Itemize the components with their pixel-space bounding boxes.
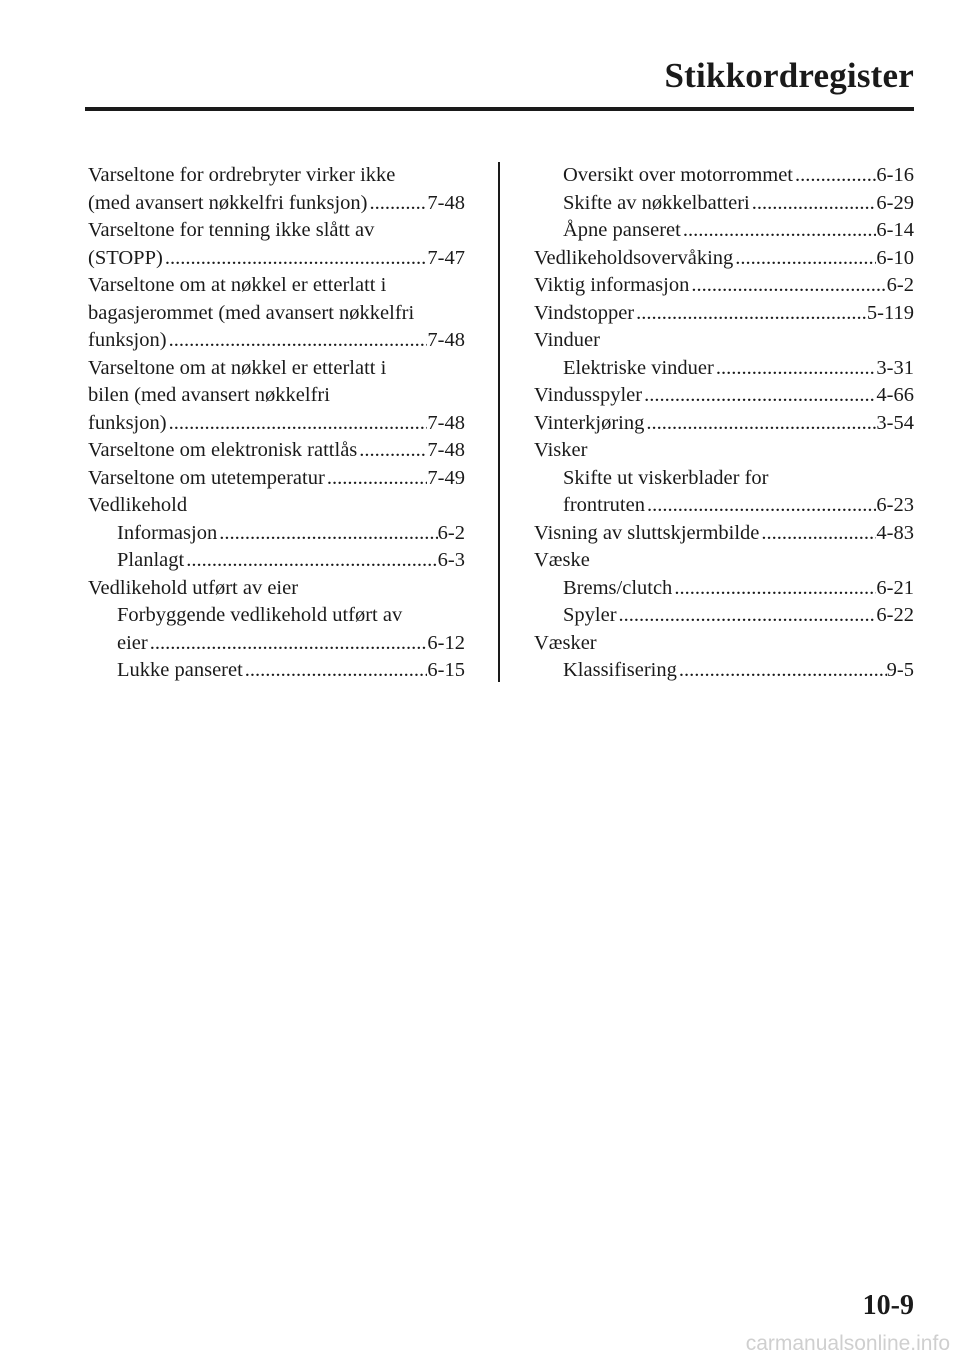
dot-leader <box>677 657 887 685</box>
index-entry <box>534 300 914 328</box>
index-column-left <box>88 162 465 685</box>
dot-leader <box>243 657 428 685</box>
dot-leader <box>325 465 428 493</box>
dot-leader <box>714 355 877 383</box>
index-entry-term: Visning av sluttskjermbilde <box>534 521 760 544</box>
dot-leader <box>689 272 886 300</box>
index-entry-term: Elektriske vinduer <box>563 356 714 379</box>
index-entry-page: 6-21 <box>876 576 914 599</box>
dot-leader <box>368 190 428 218</box>
index-entry-page: 5-119 <box>866 301 914 324</box>
index-heading-line: Skifte ut viskerblader for <box>563 466 769 489</box>
index-entry <box>534 245 914 273</box>
dot-leader <box>163 245 428 273</box>
dot-leader <box>759 520 876 548</box>
index-entry <box>534 575 914 603</box>
index-entry-page: 6-16 <box>876 164 914 186</box>
index-entry <box>534 382 914 410</box>
index-heading-line: Væsker <box>534 631 597 654</box>
index-entry <box>534 190 914 218</box>
index-entry <box>88 410 465 438</box>
column-divider <box>498 162 500 682</box>
dot-leader <box>793 162 876 190</box>
index-heading-line: bagasjerommet (med avansert nøkkelfri <box>88 301 415 324</box>
index-entry-term: eier <box>117 631 148 654</box>
index-entry <box>534 492 914 520</box>
index-entry-page: 7-47 <box>427 246 465 269</box>
header-rule <box>85 107 914 111</box>
dot-leader <box>733 245 876 273</box>
index-entry-term: Planlagt <box>117 549 185 571</box>
index-entry-term: Brems/clutch <box>563 576 673 599</box>
index-entry-page: 3-31 <box>876 356 914 379</box>
dot-leader <box>750 190 877 218</box>
index-entry <box>88 547 465 575</box>
index-entry <box>88 245 465 273</box>
index-entry <box>534 657 914 685</box>
index-heading-line: Varseltone for tenning ikke slått av <box>88 219 375 241</box>
index-entry-term: Informasjon <box>117 521 218 544</box>
index-entry-term: funksjon) <box>88 329 167 351</box>
index-entry-term: Viktig informasjon <box>534 274 690 296</box>
index-entry-page: 6-23 <box>876 494 914 516</box>
index-entry <box>534 217 914 245</box>
index-entry <box>534 272 914 300</box>
index-heading-line: Vedlikehold <box>88 494 188 516</box>
index-entry-page: 4-66 <box>876 384 914 406</box>
index-entry-term: Lukke panseret <box>117 659 243 681</box>
index-entry-term: Åpne panseret <box>563 219 681 241</box>
page-number: 10-9 <box>862 1290 914 1321</box>
index-entry-term: Vinterkjøring <box>534 411 645 434</box>
watermark: carmanualsonline.info <box>745 1332 950 1355</box>
index-entry-term: Varseltone om elektronisk rattlås <box>88 439 358 461</box>
dot-leader <box>167 410 428 438</box>
index-entry-term: Spyler <box>563 604 617 626</box>
index-heading-line: Visker <box>534 439 588 461</box>
index-entry-term: Varseltone om utetemperatur <box>88 466 325 489</box>
index-heading-line: Varseltone for ordrebryter virker ikke <box>88 164 396 186</box>
dot-leader <box>645 492 876 520</box>
index-heading-line: Væske <box>534 549 590 571</box>
index-entry-page: 7-49 <box>427 466 465 489</box>
index-heading-line: bilen (med avansert nøkkelfri <box>88 384 330 406</box>
page-title: Stikkordregister <box>664 56 914 95</box>
dot-leader <box>217 520 437 548</box>
index-entry <box>534 602 914 630</box>
index-heading-line: Forbyggende vedlikehold utført av <box>117 604 403 626</box>
index-entry-page: 6-14 <box>876 219 914 241</box>
index-entry <box>88 630 465 658</box>
index-entry-term: Vindstopper <box>534 301 635 324</box>
index-entry <box>88 190 465 218</box>
dot-leader <box>644 410 876 438</box>
index-entry-term: Vedlikeholdsovervåking <box>534 246 734 269</box>
index-entry <box>534 162 914 190</box>
index-entry-term: Skifte av nøkkelbatteri <box>563 191 750 214</box>
index-entry-page: 6-22 <box>876 604 914 626</box>
index-entry-page: 9-5 <box>886 659 914 681</box>
dot-leader <box>681 217 877 245</box>
index-entry-term: (med avansert nøkkelfri funksjon) <box>88 191 368 214</box>
index-entry <box>534 410 914 438</box>
index-heading-line: Vinduer <box>534 329 600 351</box>
dot-leader <box>672 575 876 603</box>
index-entry-term: (STOPP) <box>88 246 163 269</box>
index-heading-line: Varseltone om at nøkkel er etterlatt i <box>88 274 387 296</box>
index-entry-page: 6-12 <box>427 631 465 654</box>
dot-leader <box>617 602 877 630</box>
index-entry-page: 7-48 <box>427 411 465 434</box>
dot-leader <box>184 547 437 575</box>
dot-leader <box>642 382 876 410</box>
index-entry <box>534 355 914 383</box>
index-entry-term: Klassifisering <box>563 659 677 681</box>
index-entry-page: 6-3 <box>437 549 465 571</box>
index-heading-line: Vedlikehold utført av eier <box>88 576 299 599</box>
dot-leader <box>167 327 428 355</box>
index-entry-page: 3-54 <box>876 411 914 434</box>
index-entry-page: 7-48 <box>427 329 465 351</box>
index-entry <box>88 437 465 465</box>
index-entry <box>534 520 914 548</box>
index-entry-page: 4-83 <box>876 521 914 544</box>
index-entry-page: 6-2 <box>886 274 914 296</box>
index-entry-page: 7-48 <box>427 439 465 461</box>
index-entry-page: 6-29 <box>876 191 914 214</box>
index-entry-page: 7-48 <box>427 191 465 214</box>
index-entry <box>88 520 465 548</box>
index-entry-page: 6-15 <box>427 659 465 681</box>
index-entry-page: 6-10 <box>876 246 914 269</box>
index-entry-term: funksjon) <box>88 411 167 434</box>
index-entry-term: Vindusspyler <box>534 384 643 406</box>
index-entry <box>88 465 465 493</box>
index-entry-page: 6-2 <box>437 521 465 544</box>
dot-leader <box>357 437 427 465</box>
dot-leader <box>148 630 428 658</box>
index-entry-term: Oversikt over motorrommet <box>563 164 794 186</box>
index-entry-term: frontruten <box>563 494 645 516</box>
index-heading-line: Varseltone om at nøkkel er etterlatt i <box>88 356 387 379</box>
index-column-right <box>534 162 914 685</box>
index-entry <box>88 657 465 685</box>
index-entry <box>88 327 465 355</box>
dot-leader <box>634 300 867 328</box>
